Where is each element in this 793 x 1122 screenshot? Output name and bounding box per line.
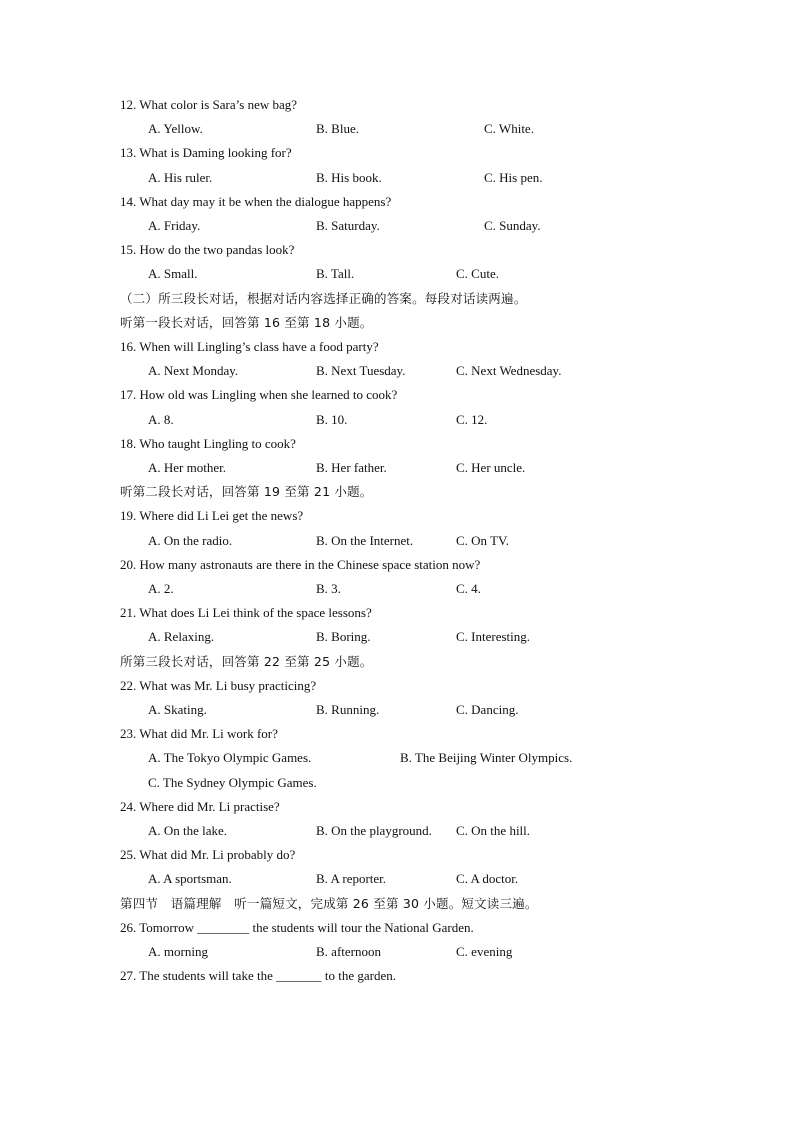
answer-option: C. Cute. [456, 266, 499, 281]
answer-option: B. On the Internet. [316, 533, 414, 548]
answer-option: A. His ruler. [148, 170, 213, 185]
section-heading: 第四节 语篇理解 听一篇短文，完成第 26 至第 30 小题。短文读三遍。 [120, 896, 538, 911]
answer-option: C. On TV. [456, 533, 509, 548]
answer-option: C. White. [484, 121, 534, 136]
question-text: 26. Tomorrow ________ the students will tour the National Garden. [120, 920, 474, 935]
answer-option: B. Next Tuesday. [316, 363, 406, 378]
answer-option: A. Relaxing. [148, 629, 215, 644]
question-text: 25. What did Mr. Li probably do? [120, 847, 296, 862]
answer-option: A. On the radio. [148, 533, 233, 548]
answer-option: C. 12. [456, 412, 488, 427]
question-text: 17. How old was Lingling when she learned to cook? [120, 387, 398, 402]
question-text: 16. When will Lingling’s class have a food party? [120, 339, 379, 354]
question-text: 18. Who taught Lingling to cook? [120, 436, 296, 451]
answer-option: C. Next Wednesday. [456, 363, 562, 378]
answer-option: B. 10. [316, 412, 348, 427]
section-heading: 听第二段长对话，回答第 19 至第 21 小题。 [120, 484, 373, 499]
answer-option: A. Her mother. [148, 460, 226, 475]
answer-option: A. Skating. [148, 702, 207, 717]
answer-option: C. Her uncle. [456, 460, 526, 475]
answer-option: B. His book. [316, 170, 382, 185]
answer-option: A. On the lake. [148, 823, 228, 838]
answer-option: A. The Tokyo Olympic Games. [148, 750, 312, 765]
question-text: 22. What was Mr. Li busy practicing? [120, 678, 317, 693]
answer-option: B. A reporter. [316, 871, 387, 886]
answer-option: C. The Sydney Olympic Games. [148, 775, 317, 790]
question-text: 19. Where did Li Lei get the news? [120, 508, 304, 523]
question-text: 24. Where did Mr. Li practise? [120, 799, 280, 814]
answer-option: B. afternoon [316, 944, 381, 959]
question-text: 21. What does Li Lei think of the space lessons? [120, 605, 372, 620]
answer-option: B. The Beijing Winter Olympics. [400, 750, 573, 765]
answer-option: C. Interesting. [456, 629, 531, 644]
answer-option: B. Boring. [316, 629, 371, 644]
answer-option: A. Friday. [148, 218, 201, 233]
question-text: 20. How many astronauts are there in the Chinese space station now? [120, 557, 481, 572]
answer-option: C. evening [456, 944, 513, 959]
question-text: 27. The students will take the _______ to the garden. [120, 968, 396, 983]
question-text: 13. What is Daming looking for? [120, 145, 292, 160]
answer-option: C. A doctor. [456, 871, 519, 886]
answer-option: A. Yellow. [148, 121, 203, 136]
answer-option: A. A sportsman. [148, 871, 232, 886]
answer-option: C. On the hill. [456, 823, 531, 838]
answer-option: B. Blue. [316, 121, 359, 136]
question-text: 23. What did Mr. Li work for? [120, 726, 278, 741]
answer-option: B. On the playground. [316, 823, 432, 838]
section-heading: 所第三段长对话，回答第 22 至第 25 小题。 [120, 654, 373, 669]
section-heading: 听第一段长对话，回答第 16 至第 18 小题。 [120, 315, 373, 330]
answer-option: A. Next Monday. [148, 363, 239, 378]
answer-option: B. 3. [316, 581, 341, 596]
answer-option: A. 2. [148, 581, 174, 596]
answer-option: B. Running. [316, 702, 380, 717]
answer-option: A. morning [148, 944, 208, 959]
answer-option: C. 4. [456, 581, 481, 596]
answer-option: B. Her father. [316, 460, 387, 475]
answer-option: C. His pen. [484, 170, 543, 185]
section-heading: （二）所三段长对话，根据对话内容选择正确的答案。每段对话读两遍。 [120, 291, 527, 306]
answer-option: C. Sunday. [484, 218, 541, 233]
question-text: 15. How do the two pandas look? [120, 242, 295, 257]
answer-option: B. Tall. [316, 266, 355, 281]
answer-option: C. Dancing. [456, 702, 519, 717]
answer-option: A. Small. [148, 266, 198, 281]
answer-option: A. 8. [148, 412, 174, 427]
question-text: 12. What color is Sara’s new bag? [120, 97, 298, 112]
question-text: 14. What day may it be when the dialogue happens? [120, 194, 392, 209]
answer-option: B. Saturday. [316, 218, 380, 233]
